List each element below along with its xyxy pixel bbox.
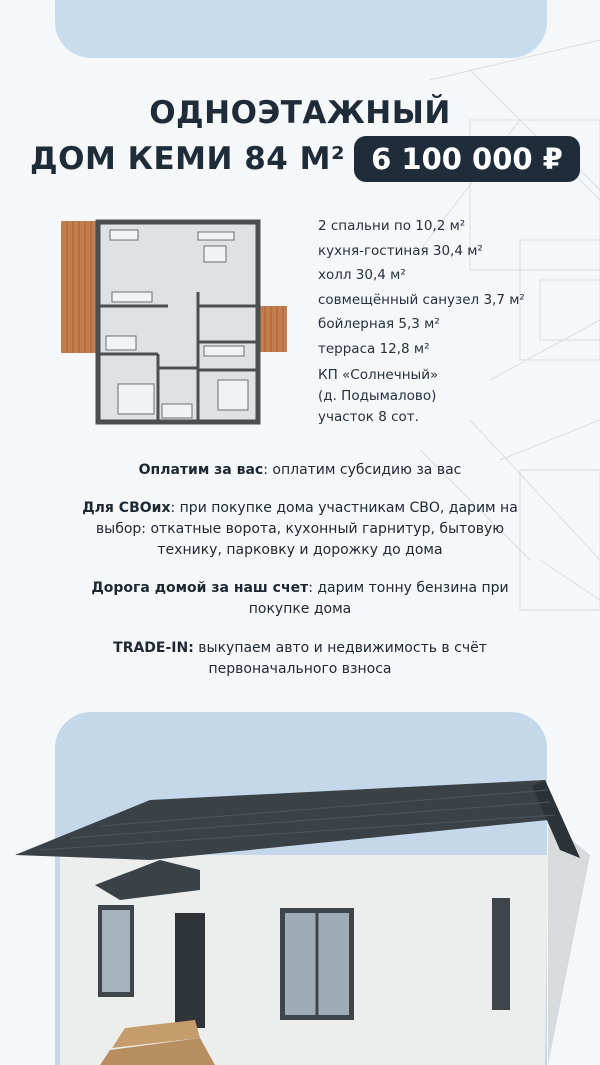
location: [318, 365, 438, 428]
top-decor: [55, 0, 547, 58]
offer-text: : оплатим субсидию за вас: [263, 462, 462, 478]
spec-item: холл 30,4 м²: [318, 267, 406, 283]
spec-item: 2 спальни по 10,2 м²: [318, 218, 466, 234]
offer-text: : при покупке дома участникам СВО, дарим на выбор: откатные ворота, кухонный гарнитур, бытовую технику, парковку и дорожку до дома: [95, 500, 518, 558]
spec-item: терраса 12,8 м²: [318, 340, 430, 357]
specs-list: [318, 214, 525, 361]
price-badge: 6 100 000 ₽: [354, 136, 580, 182]
offer-title: TRADE-IN:: [113, 640, 194, 656]
spec-item: бойлерная 5,3 м²: [318, 316, 440, 332]
title-line1: ОДНОЭТАЖНЫЙ: [149, 95, 451, 131]
offer-text: : дарим тонну бензина при покупке дома: [248, 580, 509, 617]
location-village: КП «Солнечный»: [318, 367, 439, 383]
title-line2: ДОМ КЕМИ 84 М²: [30, 141, 346, 177]
offer-svo: [70, 498, 530, 561]
floor-plan: [58, 218, 290, 430]
spec-item: совмещённый санузел 3,7 м²: [318, 291, 525, 308]
offer-subsidy: [30, 460, 570, 481]
spec-item: кухня-гостиная 30,4 м²: [318, 242, 483, 259]
offer-title: Дорога домой за наш счет: [91, 580, 309, 596]
house-photo: [0, 760, 600, 1065]
offer-title: Для СВОих: [82, 500, 171, 516]
location-plot: участок 8 сот.: [318, 409, 419, 425]
location-area: (д. Подымалово): [318, 388, 437, 404]
offer-text: выкупаем авто и недвижимость в счёт первоначального взноса: [193, 640, 487, 677]
offer-title: Оплатим за вас: [138, 462, 264, 478]
offer-fuel: [90, 578, 510, 620]
offer-tradein: [90, 638, 510, 680]
